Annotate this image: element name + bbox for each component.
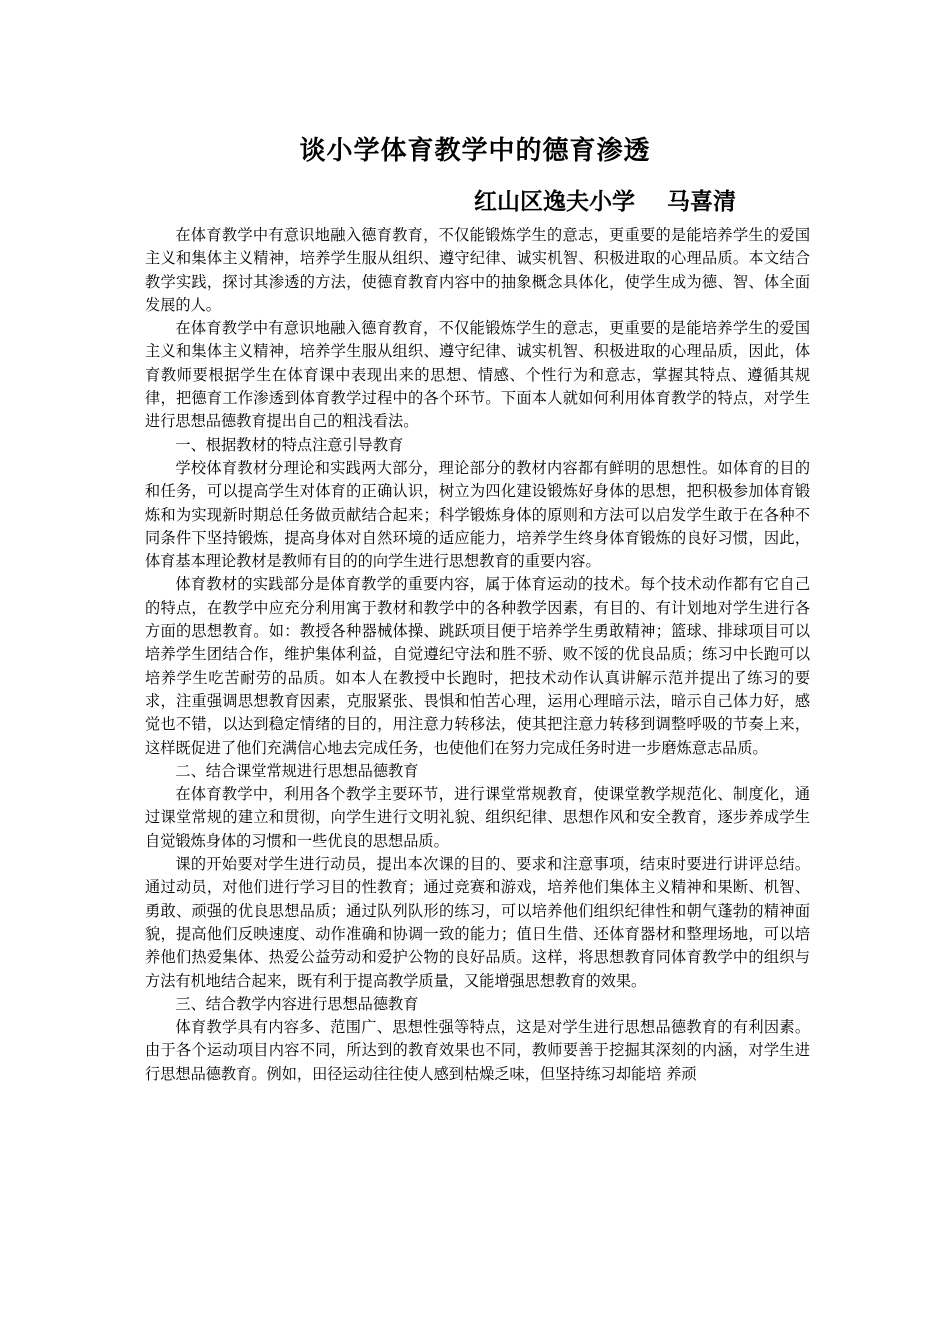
section-heading: 三、结合教学内容进行思想品德教育 (175, 994, 419, 1013)
document-body (145, 224, 810, 1086)
document-title: 谈小学体育教学中的德育渗透 (299, 136, 651, 166)
section-heading: 一、根据教材的特点注意引导教育 (175, 435, 404, 454)
paragraph: 学校体育教材分理论和实践两大部分，理论部分的教材内容都有鲜明的思想性。如体育的目的和任务，可以提高学生对体育的正确认识，树立为四化建设锻炼好身体的思想，把积极参加体育锻炼和为实现新时期总任务做贡献结合起来；科学锻炼身体的原则和方法可以启发学生敢于在各种不同条件下坚持锻炼，提高身体对自然环境的适应能力，培养学生终身体育锻炼的良好习惯，因此，体育基本理论教材是教师有目的的向学生进行思想教育的重要内容。 (145, 458, 810, 571)
section-heading: 二、结合课堂常规进行思想品德教育 (175, 761, 419, 780)
paragraph: 体育教学具有内容多、范围广、思想性强等特点，这是对学生进行思想品德教育的有利因素。由于各个运动项目内容不同，所达到的教育效果也不同，教师要善于挖掘其深刻的内涵，对学生进行思想品德教育。例如，田径运动往往使人感到枯燥乏味，但坚持练习却能培 养顽 (145, 1018, 810, 1083)
paragraph: 在体育教学中有意识地融入德育教育，不仅能锻炼学生的意志，更重要的是能培养学生的爱国主义和集体主义精神，培养学生服从组织、遵守纪律、诚实机智、积极进取的心理品质，因此，体育教师要根据学生在体育课中表现出来的思想、情感、个性行为和意志，掌握其特点、遵循其规律，把德育工作渗透到体育教学过程中的各个环节。下面本人就如何利用体育教学的特点，对学生进行思想品德教育提出自己的粗浅看法。 (145, 319, 810, 431)
author-byline: 红山区逸夫小学 马喜清 (474, 189, 737, 215)
paragraph: 在体育教学中，利用各个教学主要环节，进行课堂常规教育，使课堂教学规范化、制度化，通过课堂常规的建立和贯彻，向学生进行文明礼貌、组织纪律、思想作风和安全教育，逐步养成学生自觉锻炼身体的习惯和一些优良的思想品质。 (145, 785, 810, 850)
paragraph: 在体育教学中有意识地融入德育教育，不仅能锻炼学生的意志，更重要的是能培养学生的爱国主义和集体主义精神，培养学生服从组织、遵守纪律、诚实机智、积极进取的心理品质。本文结合教学实践，探讨其渗透的方法，使德育教育内容中的抽象概念具体化，使学生成为德、智、体全面发展的人。 (145, 226, 810, 314)
paragraph: 体育教材的实践部分是体育教学的重要内容，属于体育运动的技术。每个技术动作都有它自己的特点，在教学中应充分利用寓于教材和教学中的各种教学因素，有目的、有计划地对学生进行各方面的思想教育。如：教授各种器械体操、跳跃项目便于培养学生勇敢精神；篮球、排球项目可以培养学生团结合作，维护集体利益，自觉遵纪守法和胜不骄、败不馁的优良品质；练习中长跑可以培养学生吃苦耐劳的品质。如本人在教授中长跑时，把技术动作认真讲解示范并提出了练习的要求，注重强调思想教育因素，克服紧张、畏惧和怕苦心理，运用心理暗示法，暗示自己体力好，感觉也不错，以达到稳定情绪的目的，用注意力转移法，使其把注意力转移到调整呼吸的节奏上来，这样既促进了他们充满信心地去完成任务，也使他们在努力完成任务时进一步磨炼意志品质。 (145, 575, 810, 757)
paragraph: 课的开始要对学生进行动员，提出本次课的目的、要求和注意事项，结束时要进行讲评总结。通过动员，对他们进行学习目的性教育；通过竞赛和游戏，培养他们集体主义精神和果断、机智、勇敢、顽强的优良思想品质；通过队列队形的练习，可以培养他们组织纪律性和朝气蓬勃的精神面貌，提高他们反映速度、动作准确和协调一致的能力；值日生借、还体育器材和整理场地，可以培养他们热爱集体、热爱公益劳动和爱护公物的良好品质。这样，将思想教育同体育教学中的组织与方法有机地结合起来，既有利于提高教学质量，又能增强思想教育的效果。 (145, 855, 810, 990)
